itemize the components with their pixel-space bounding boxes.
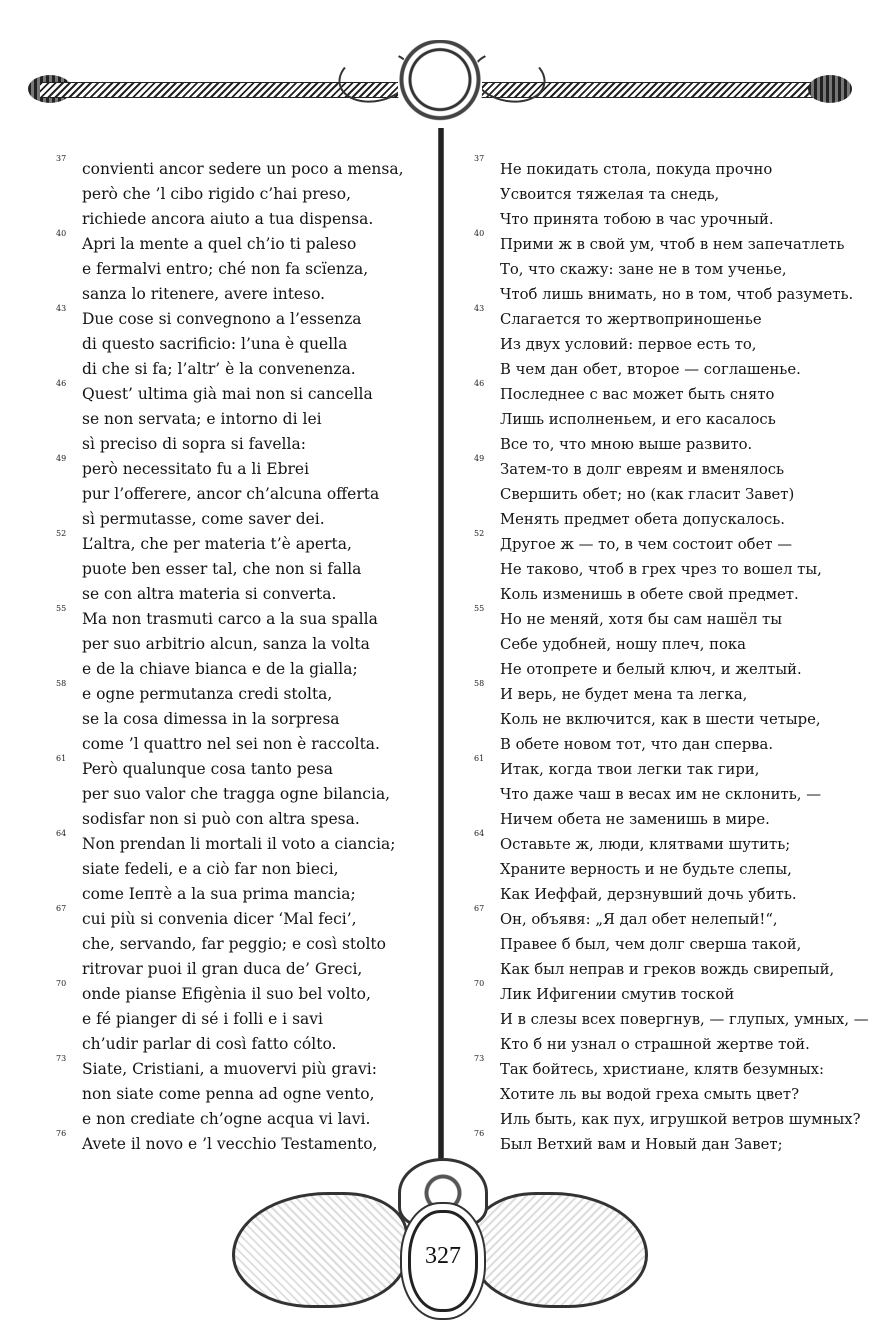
italian-verse-text: e fé pianger di sé i folli e i savi (82, 1010, 323, 1028)
russian-verse-line (470, 229, 860, 257)
italian-verse-text: ch’udir parlar di così fatto cólto. (82, 1035, 337, 1053)
italian-verse-text: come Iептè a la sua prima mancia; (82, 885, 356, 903)
russian-verse-text: Ничем обета не заменишь в мире. (500, 811, 770, 828)
russian-verse-number: 67 (474, 904, 485, 913)
italian-verse-text: pur l’offerere, ancor ch’alcuna offerta (82, 485, 380, 503)
russian-verse-text: Храните верность и не будьте слепы, (500, 861, 792, 878)
russian-verse-line (470, 857, 860, 882)
russian-verse-text: Не покидать стола, покуда прочно (500, 161, 773, 178)
bottom-cartouche-ornament (232, 1158, 648, 1318)
russian-verse-line (470, 782, 860, 807)
russian-verse-number: 73 (474, 1054, 485, 1063)
column-divider (438, 128, 444, 1168)
italian-verse-text: di che si fa; l’altr’ è la convenenza. (82, 360, 356, 378)
italian-verse-text: siate fedeli, e a ciò far non bieci, (82, 860, 339, 878)
russian-verse-text: Как Иеффай, дерзнувший дочь убить. (500, 886, 797, 903)
italian-verse-line (52, 782, 428, 807)
italian-verse-line (52, 857, 428, 882)
russian-verse-line (470, 904, 860, 932)
italian-verse-text: e ogne permutanza credi stolta, (82, 685, 333, 703)
left-scroll-ornament (232, 1192, 408, 1308)
russian-verse-text: Но не меняй, хотя бы сам нашёл ты (500, 611, 783, 628)
russian-verse-text: Себе удобней, ношу плеч, пока (500, 636, 746, 653)
italian-verse-number: 58 (56, 679, 67, 688)
italian-verse-text: ritrovar puoi il gran duca de’ Greci, (82, 960, 363, 978)
russian-verse-text: Последнее с вас может быть снято (500, 386, 775, 403)
russian-verse-text: Был Ветхий вам и Новый дан Завет; (500, 1136, 783, 1153)
russian-verse-text: В чем дан обет, второе — соглашенье. (500, 361, 801, 378)
russian-verse-line (470, 807, 860, 832)
russian-verse-text: Чтоб лишь внимать, но в том, чтоб разуметь. (500, 286, 854, 303)
russian-verse-text: То, что скажу: зане не в том ученье, (500, 261, 787, 278)
russian-verse-line (470, 207, 860, 232)
italian-verse-text: puote ben esser tal, che non si falla (82, 560, 362, 578)
italian-verse-line (52, 829, 428, 857)
italian-verse-line (52, 807, 428, 832)
italian-verse-number: 40 (56, 229, 67, 238)
russian-verse-line (470, 482, 860, 507)
italian-verse-text: sanza lo ritenere, avere inteso. (82, 285, 326, 303)
italian-verse-line (52, 957, 428, 982)
russian-verse-line (470, 679, 860, 707)
italian-verse-text: Ma non trasmuti carco a la sua spalla (82, 610, 378, 628)
italian-verse-number: 37 (56, 154, 67, 163)
italian-verse-text: sì preciso di sopra si favella: (82, 435, 306, 453)
russian-verse-line (470, 979, 860, 1007)
russian-verse-line (470, 182, 860, 207)
italian-verse-line (52, 182, 428, 207)
italian-verse-text: di questo sacrificio: l’una è quella (82, 335, 348, 353)
italian-verse-line (52, 657, 428, 682)
italian-verse-line (52, 357, 428, 382)
russian-verse-line (470, 357, 860, 382)
italian-verse-line (52, 304, 428, 332)
italian-verse-line (52, 979, 428, 1007)
russian-verse-text: Коль не включится, как в шести четыре, (500, 711, 821, 728)
italian-verse-text: però necessitato fu a li Ebrei (82, 460, 310, 478)
italian-verse-number: 61 (56, 754, 67, 763)
italian-verse-line (52, 904, 428, 932)
top-cherub-crest-ornament (398, 40, 482, 128)
italian-verse-text: cui più si convenia dicer ‘Mal feci’, (82, 910, 357, 928)
russian-verse-text: Слагается то жертвоприношенье (500, 311, 762, 328)
italian-verse-number: 43 (56, 304, 67, 313)
russian-verse-text: Коль изменишь в обете свой предмет. (500, 586, 799, 603)
italian-verse-text: Non prendan li mortali il voto a ciancia; (82, 835, 396, 853)
italian-verse-line (52, 482, 428, 507)
russian-verse-line (470, 529, 860, 557)
italian-verse-number: 64 (56, 829, 67, 838)
italian-verse-text: per suo valor che tragga ogne bilancia, (82, 785, 391, 803)
russian-verse-text: Кто б ни узнал о страшной жертве той. (500, 1036, 810, 1053)
italian-verse-number: 55 (56, 604, 67, 613)
italian-verse-line (52, 1082, 428, 1107)
russian-verse-text: Оставьте ж, люди, клятвами шутить; (500, 836, 791, 853)
italian-verse-text: se non servata; e intorno di lei (82, 410, 322, 428)
italian-verse-text: se la cosa dimessa in la sorpresa (82, 710, 340, 728)
russian-verse-number: 58 (474, 679, 485, 688)
italian-verse-text: però che ’l cibo rigido c’hai preso, (82, 185, 352, 203)
italian-verse-line (52, 707, 428, 732)
russian-verse-line (470, 304, 860, 332)
italian-verse-line (52, 557, 428, 582)
italian-verse-line (52, 1129, 428, 1157)
italian-verse-line (52, 632, 428, 657)
russian-verse-text: Правее б был, чем долг сверша такой, (500, 936, 802, 953)
italian-verse-text: Però qualunque cosa tanto pesa (82, 760, 334, 778)
italian-verse-line (52, 454, 428, 482)
italian-verse-text: richiede ancora aiuto a tua dispensa. (82, 210, 374, 228)
russian-verse-number: 46 (474, 379, 485, 388)
italian-verse-number: 76 (56, 1129, 67, 1138)
russian-verse-line (470, 407, 860, 432)
italian-verse-line (52, 229, 428, 257)
russian-verse-number: 40 (474, 229, 485, 238)
italian-verse-text: e non crediate ch’ogne acqua vi lavi. (82, 1110, 371, 1128)
italian-verse-line (52, 932, 428, 957)
italian-verse-line (52, 332, 428, 357)
russian-verse-text: Иль быть, как пух, игрушкой ветров шумных? (500, 1111, 861, 1128)
russian-verse-number: 70 (474, 979, 485, 988)
russian-verse-text: Как был неправ и греков вождь свирепый, (500, 961, 835, 978)
russian-verse-number: 55 (474, 604, 485, 613)
italian-verse-text: Avete il novo e ’l vecchio Testamento, (82, 1135, 378, 1153)
italian-verse-line (52, 882, 428, 907)
italian-verse-line (52, 582, 428, 607)
russian-verse-line (470, 257, 860, 282)
russian-verse-line (470, 282, 860, 307)
italian-verse-line (52, 604, 428, 632)
russian-verse-text: И в слезы всех повергнув, — глупых, умных, — (500, 1011, 869, 1028)
italian-verse-text: che, servando, far peggio; e così stolto (82, 935, 386, 953)
russian-verse-text: Свершить обет; но (как гласит Завет) (500, 486, 795, 503)
russian-verse-line (470, 1082, 860, 1107)
russian-verse-text: Что принята тобою в час урочный. (500, 211, 774, 228)
russian-verse-line (470, 154, 860, 182)
russian-verse-text: Менять предмет обета допускалось. (500, 511, 785, 528)
russian-verse-text: Хотите ль вы водой греха смыть цвет? (500, 1086, 800, 1103)
russian-verse-text: Лик Ифигении смутив тоской (500, 986, 735, 1003)
russian-verse-number: 52 (474, 529, 485, 538)
russian-verse-line (470, 1107, 860, 1132)
italian-verse-line (52, 1054, 428, 1082)
italian-verse-text: non siate come penna ad ogne vento, (82, 1085, 375, 1103)
russian-verse-line (470, 557, 860, 582)
russian-verse-number: 37 (474, 154, 485, 163)
russian-verse-line (470, 657, 860, 682)
russian-verse-text: Усвоится тяжелая та снедь, (500, 186, 720, 203)
russian-verse-line (470, 1032, 860, 1057)
italian-verse-text: se con altra materia si converta. (82, 585, 337, 603)
italian-verse-line (52, 379, 428, 407)
russian-verse-number: 76 (474, 1129, 485, 1138)
russian-verse-text: Затем-то в долг евреям и вменялось (500, 461, 785, 478)
russian-verse-line (470, 732, 860, 757)
italian-verse-number: 73 (56, 1054, 67, 1063)
russian-verse-line (470, 1007, 869, 1032)
russian-verse-text: Не отопрете и белый ключ, и желтый. (500, 661, 802, 678)
italian-verse-number: 70 (56, 979, 67, 988)
russian-verse-line (470, 507, 860, 532)
italian-verse-text: Quest’ ultima già mai non si cancella (82, 385, 373, 403)
russian-verse-line (470, 332, 860, 357)
italian-verse-line (52, 154, 428, 182)
russian-verse-number: 43 (474, 304, 485, 313)
russian-verse-text: Другое ж — то, в чем состоит обет — (500, 536, 793, 553)
russian-verse-line (470, 454, 860, 482)
right-finial-ornament (808, 75, 852, 103)
russian-verse-text: Что даже чаш в весах им не склонить, — (500, 786, 821, 803)
russian-verse-line (470, 1054, 860, 1082)
russian-column (470, 154, 869, 1157)
italian-verse-line (52, 732, 428, 757)
russian-verse-text: Все то, что мною выше развито. (500, 436, 753, 453)
italian-verse-line (52, 1032, 428, 1057)
italian-verse-line (52, 207, 428, 232)
italian-verse-text: sodisfar non si può con altra spesa. (82, 810, 360, 828)
italian-verse-line (52, 282, 428, 307)
italian-verse-line (52, 1107, 428, 1132)
italian-verse-line (52, 529, 428, 557)
russian-verse-text: Он, объявя: „Я дал обет нелепый!“, (500, 911, 778, 928)
italian-verse-text: L’altra, che per materia t’è aperta, (82, 535, 352, 553)
right-scroll-ornament (472, 1192, 648, 1308)
italian-verse-text: e de la chiave bianca e de la gialla; (82, 660, 358, 678)
italian-verse-text: come ’l quattro nel sei non è raccolta. (82, 735, 380, 753)
russian-verse-text: Итак, когда твои легки так гири, (500, 761, 760, 778)
italian-verse-text: Siate, Cristiani, a muovervi più gravi: (82, 1060, 377, 1078)
russian-verse-text: Прими ж в свой ум, чтоб в нем запечатлеть (500, 236, 845, 253)
russian-verse-line (470, 829, 860, 857)
italian-verse-line (52, 257, 428, 282)
italian-verse-text: e fermalvi entro; ché non fa scïenza, (82, 260, 369, 278)
italian-verse-line (52, 679, 428, 707)
italian-verse-number: 46 (56, 379, 67, 388)
russian-verse-text: И верь, не будет мена та легка, (500, 686, 748, 703)
russian-verse-line (470, 932, 860, 957)
italian-verse-line (52, 432, 428, 457)
italian-column (52, 154, 428, 1157)
russian-verse-text: Не таково, чтоб в грех чрез то вошел ты, (500, 561, 822, 578)
russian-verse-text: В обете новом тот, что дан сперва. (500, 736, 774, 753)
italian-verse-line (52, 754, 428, 782)
russian-verse-number: 49 (474, 454, 485, 463)
italian-verse-text: per suo arbitrio alcun, sanza la volta (82, 635, 370, 653)
russian-verse-text: Так бойтесь, христиане, клятв безумных: (500, 1061, 824, 1078)
russian-verse-line (470, 1129, 860, 1157)
italian-verse-text: convienti ancor sedere un poco a mensa, (82, 160, 404, 178)
russian-verse-line (470, 957, 860, 982)
russian-verse-line (470, 604, 860, 632)
russian-verse-line (470, 754, 860, 782)
italian-verse-line (52, 407, 428, 432)
italian-verse-line (52, 507, 428, 532)
page-number: 327 (425, 1243, 461, 1269)
italian-verse-text: Apri la mente a quel ch’io ti paleso (82, 235, 357, 253)
russian-verse-number: 61 (474, 754, 485, 763)
italian-verse-line (52, 1007, 428, 1032)
russian-verse-line (470, 632, 860, 657)
russian-verse-text: Из двух условий: первое есть то, (500, 336, 757, 353)
italian-verse-text: sì permutasse, come saver dei. (82, 510, 325, 528)
italian-verse-number: 49 (56, 454, 67, 463)
russian-verse-line (470, 379, 860, 407)
russian-verse-number: 64 (474, 829, 485, 838)
russian-verse-line (470, 432, 860, 457)
italian-verse-number: 52 (56, 529, 67, 538)
russian-verse-line (470, 882, 860, 907)
italian-verse-number: 67 (56, 904, 67, 913)
russian-verse-line (470, 582, 860, 607)
russian-verse-text: Лишь исполненьем, и его касалось (500, 411, 776, 428)
italian-verse-text: Due cose si convegnono a l’essenza (82, 310, 362, 328)
russian-verse-line (470, 707, 860, 732)
italian-verse-text: onde pianse Efigènia il suo bel volto, (82, 985, 371, 1003)
